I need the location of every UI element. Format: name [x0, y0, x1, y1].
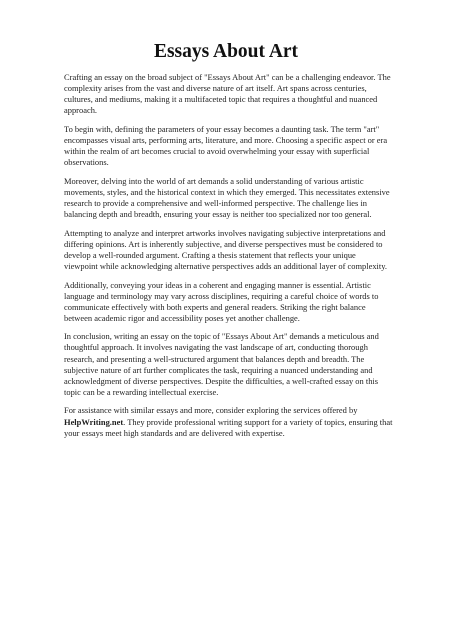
closing-text: . They provide professional writing support for a variety of topics, ensuring that	[123, 416, 393, 427]
text-line: Crafting an essay on the broad subject of "Essays About Art" can be a challenging endeavor. The	[64, 72, 391, 82]
paragraph-closing-promo	[64, 405, 428, 438]
text-line: thoughtful approach. It involves navigating the vast landscape of art, conducting thorough	[64, 342, 368, 353]
text-line: research to provide a comprehensive and well-informed perspective. The challenge lies in	[64, 197, 368, 208]
text-line: observations.	[64, 157, 109, 168]
text-line: between academic rigor and accessibility poses yet another challenge.	[64, 312, 300, 323]
text-line: cultures, and mediums, making it a multifaceted topic that requires a thoughtful and nuanced	[64, 94, 378, 105]
text-line: viewpoint while acknowledging alternative perspectives adds an additional layer of complexity.	[64, 260, 388, 271]
text-line	[64, 417, 428, 428]
paragraph-intro	[64, 72, 428, 116]
text-line: Attempting to analyze and interpret artworks involves navigating subjective interpretations and	[64, 227, 386, 238]
text-line: communicate effectively with both experts and general readers. Striking the right balance	[64, 301, 366, 312]
paragraph-defining-parameters	[64, 124, 428, 168]
brand-name: HelpWriting.net	[64, 416, 124, 427]
text-line: encompasses visual arts, performing arts, literature, and more. Choosing a specific aspect or era	[64, 134, 388, 145]
text-line: topic can be a rewarding intellectual exercise.	[64, 386, 219, 397]
paragraph-interpretation	[64, 228, 428, 272]
text-line: develop a well-rounded argument. Crafting a thesis statement that reflects your unique	[64, 249, 356, 260]
text-line: approach.	[64, 105, 98, 116]
paragraph-conveying-ideas	[64, 280, 428, 324]
text-line: research, and presenting a well-structured argument that balances depth and breadth. The	[64, 353, 365, 364]
text-line: For assistance with similar essays and more, consider exploring the services offered by	[64, 405, 358, 416]
text-line: Additionally, conveying your ideas in a coherent and engaging manner is essential. Artistic	[64, 279, 371, 290]
paragraph-research	[64, 176, 428, 220]
text-line: balancing depth and breadth, ensuring your essay is neither too specialized nor too general.	[64, 209, 372, 220]
text-line: In conclusion, writing an essay on the topic of "Essays About Art" demands a meticulous and	[64, 331, 379, 342]
text-line: subjective nature of art further complicates the task, requiring a nuanced understanding and	[64, 364, 373, 375]
document-body	[64, 72, 428, 446]
text-line: differing opinions. Art is inherently subjective, and diverse perspectives must be considered to	[64, 238, 383, 249]
text-line: movements, styles, and the historical context in which they emerged. This necessitates extensive	[64, 186, 390, 197]
text-line: your essays meet high standards and are delivered with expertise.	[64, 427, 285, 438]
text-line: language and terminology may vary across disciplines, requiring a careful choice of words to	[64, 290, 379, 301]
text-line: within the realm of art becomes crucial to avoid overwhelming your essay with superficial	[64, 146, 370, 157]
text-line: acknowledgment of diverse perspectives. Despite the difficulties, a well-crafted essay on this	[64, 375, 379, 386]
text-line: complexity arises from the vast and diverse nature of art itself. Art spans across centuries,	[64, 83, 367, 94]
paragraph-conclusion	[64, 331, 428, 398]
text-line: Moreover, delving into the world of art demands a solid understanding of various artistic	[64, 175, 364, 186]
page-title: Essays About Art	[153, 41, 299, 62]
text-line: To begin with, defining the parameters of your essay becomes a daunting task. The term "art"	[64, 123, 380, 134]
